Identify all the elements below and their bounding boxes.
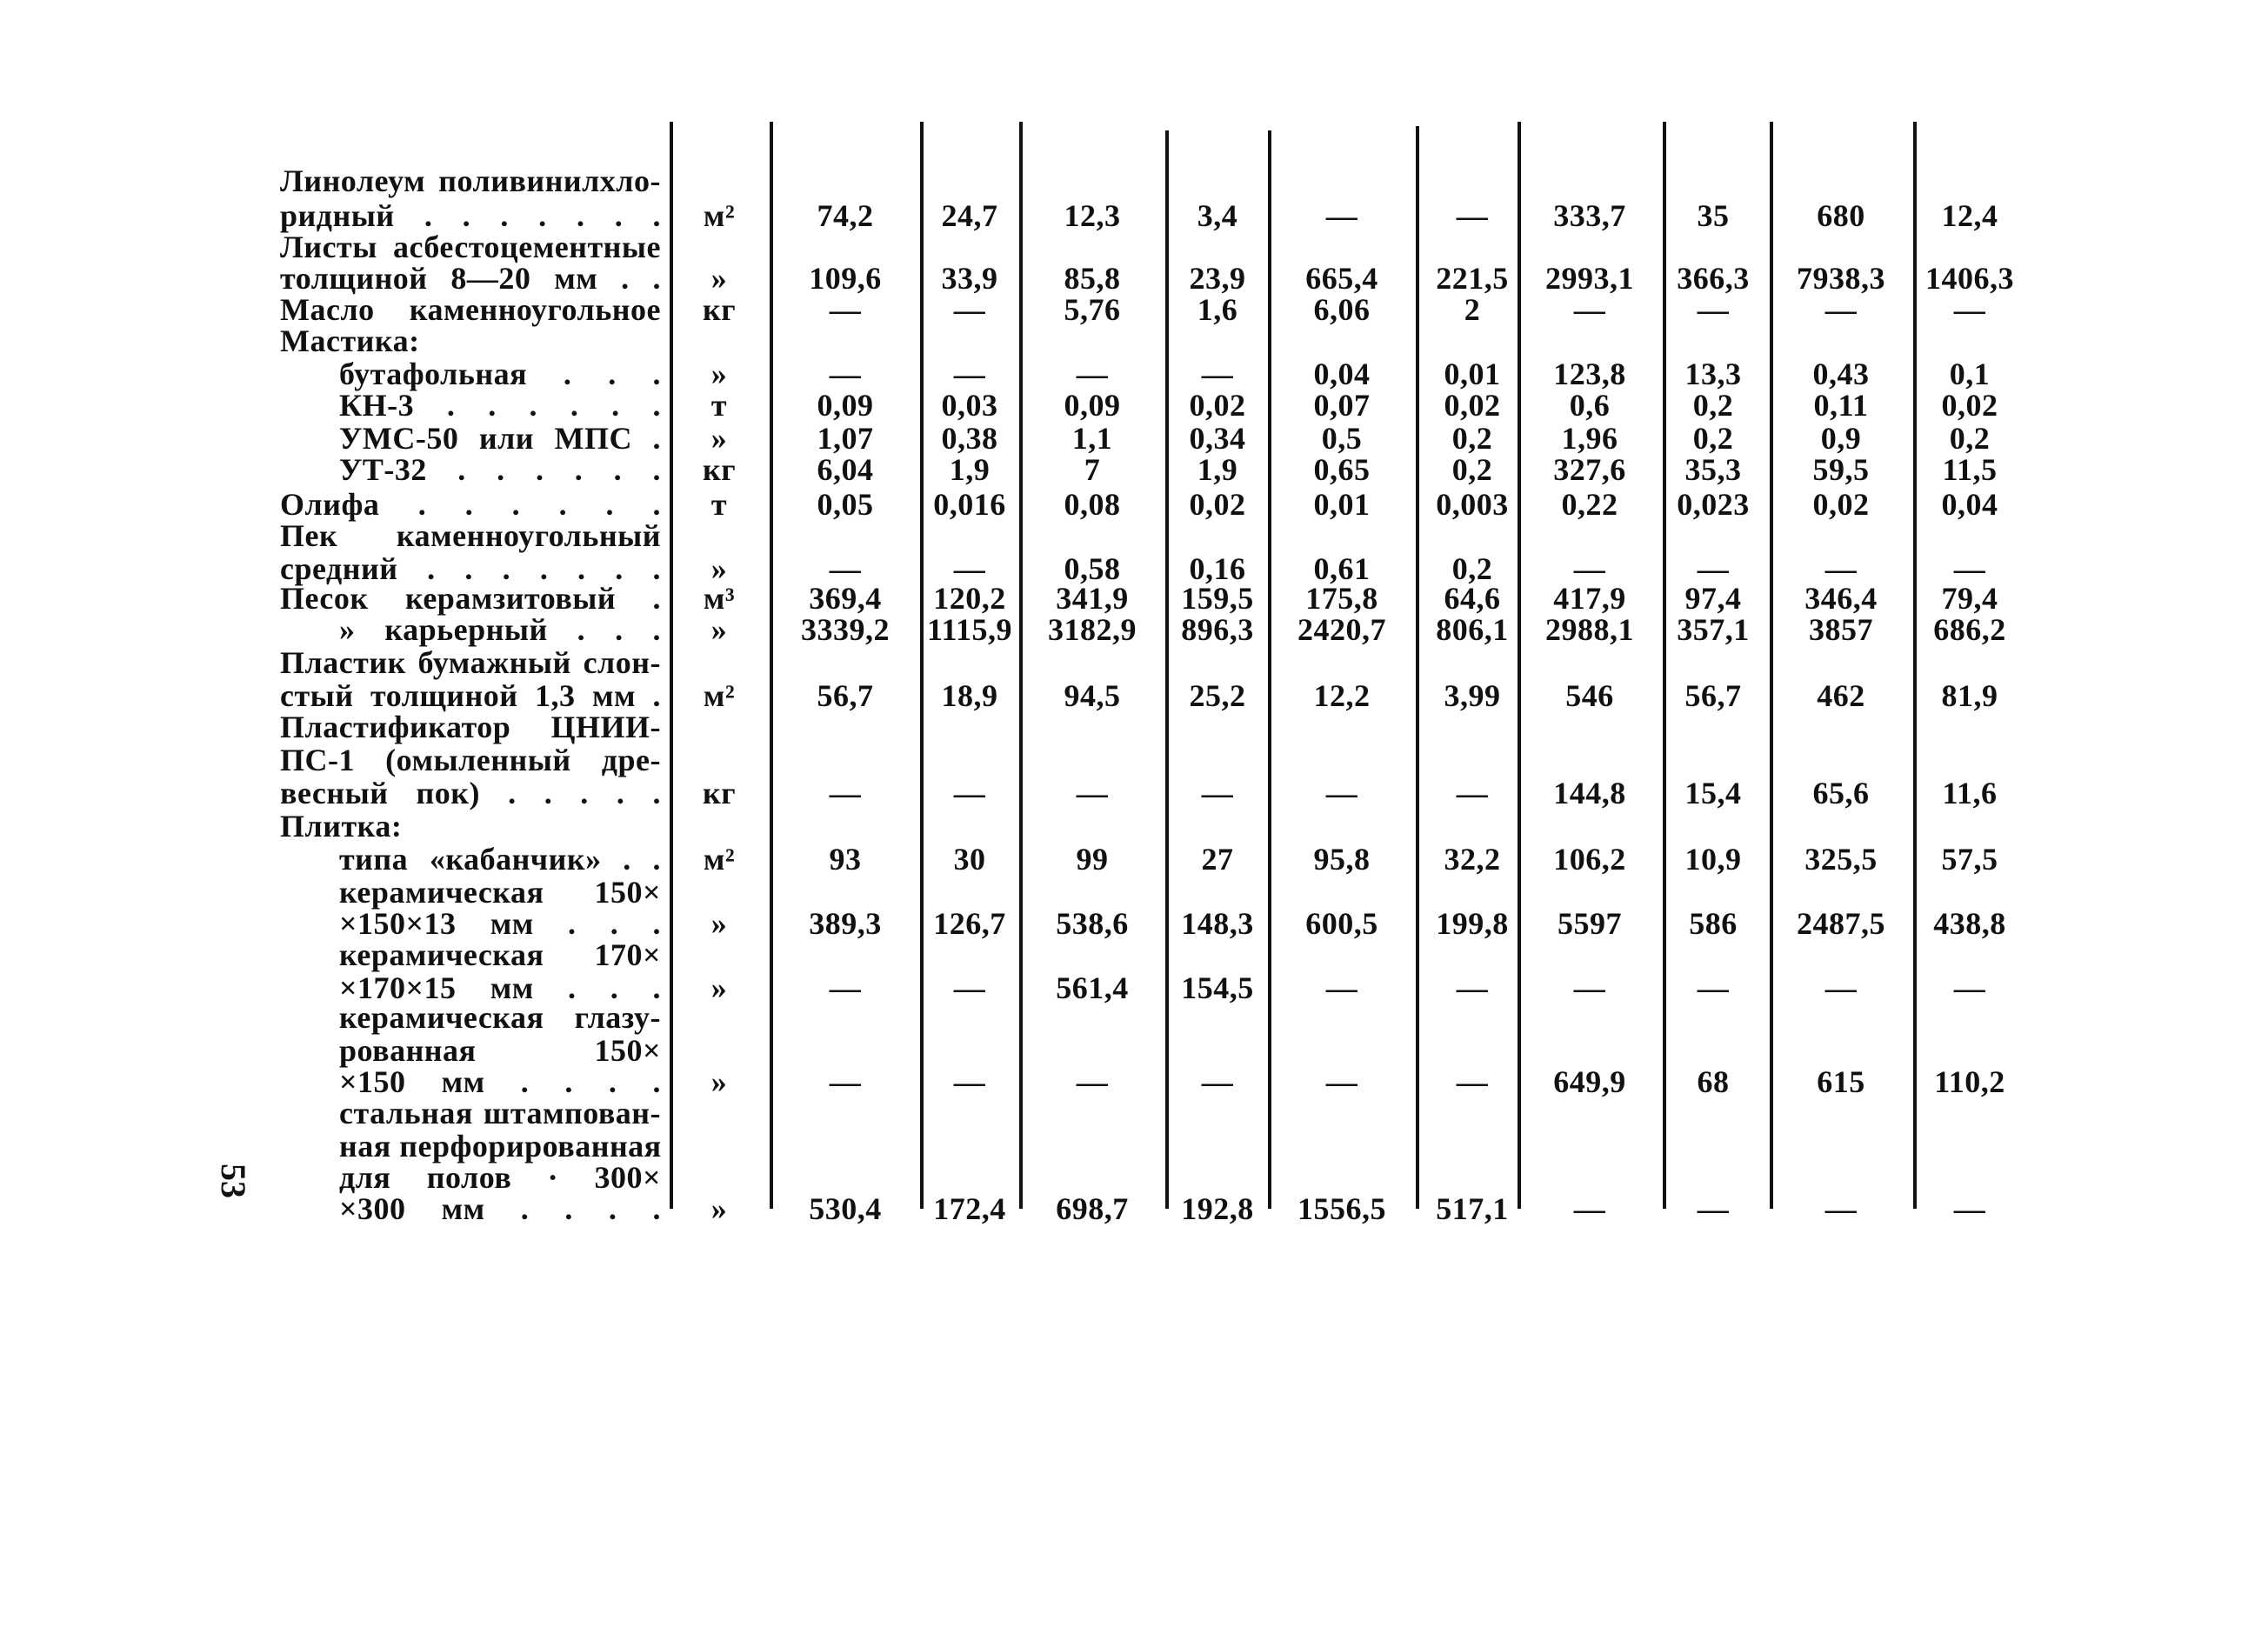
table-cell: 530,4 <box>809 1191 882 1226</box>
table-cell: 698,7 <box>1056 1191 1129 1226</box>
table-cell: 0,02 <box>1812 487 1870 522</box>
row-name: Олифа . . . . . . <box>280 487 661 522</box>
table-cell: 148,3 <box>1181 906 1254 941</box>
table-cell: 68 <box>1697 1064 1730 1099</box>
row-name: Плитка: <box>280 809 403 844</box>
row-name: керамическая глазу- <box>339 1000 661 1035</box>
row-unit: кг <box>702 452 737 487</box>
table-cell: 1,9 <box>1197 452 1238 487</box>
table-cell: — <box>1201 1064 1234 1099</box>
row-name: ×150×13 мм . . . <box>339 906 661 941</box>
row-unit: » <box>710 261 728 296</box>
row-name: Мастика: <box>280 323 420 358</box>
table-cell: 1,1 <box>1071 421 1113 456</box>
table-cell: 123,8 <box>1553 357 1626 391</box>
table-cell: 12,3 <box>1064 198 1121 233</box>
table-cell: 109,6 <box>809 261 882 296</box>
table-cell: 0,023 <box>1677 487 1750 522</box>
table-cell: 85,8 <box>1064 261 1121 296</box>
table-cell: 221,5 <box>1436 261 1509 296</box>
table-cell: 1406,3 <box>1925 261 2014 296</box>
table-cell: — <box>1573 1191 1606 1226</box>
table-cell: 438,8 <box>1933 906 2006 941</box>
table-cell: — <box>1573 970 1606 1005</box>
table-cell: 56,7 <box>817 678 874 713</box>
row-unit: кг <box>702 776 737 810</box>
table-cell: 462 <box>1817 678 1865 713</box>
table-cell: 0,61 <box>1313 551 1371 586</box>
table-cell: 59,5 <box>1812 452 1870 487</box>
table-cell: — <box>1953 1191 1986 1226</box>
table-cell: 15,4 <box>1684 776 1742 810</box>
table-cell: 0,02 <box>1189 487 1246 522</box>
table-cell: — <box>1325 1064 1358 1099</box>
table-cell: 199,8 <box>1436 906 1509 941</box>
row-unit: м² <box>703 678 736 713</box>
table-cell: 99 <box>1076 842 1109 877</box>
row-name: керамическая 150× <box>339 875 661 910</box>
row-unit: м² <box>703 842 736 877</box>
row-unit: кг <box>702 292 737 327</box>
table-cell: — <box>1076 357 1109 391</box>
row-name: Песок керамзитовый . <box>280 581 661 616</box>
table-cell: — <box>953 357 986 391</box>
row-name: ПС-1 (омыленный дре- <box>280 743 661 777</box>
table-cell: 0,6 <box>1569 388 1611 423</box>
table-cell: 2993,1 <box>1545 261 1634 296</box>
table-cell: 0,016 <box>933 487 1006 522</box>
table-cell: 0,2 <box>1451 421 1493 456</box>
table-cell: — <box>1824 1191 1858 1226</box>
table-cell: 23,9 <box>1189 261 1246 296</box>
row-name: ×150 мм . . . . <box>339 1064 661 1099</box>
table-cell: 11,6 <box>1942 776 1998 810</box>
table-cell: 665,4 <box>1305 261 1378 296</box>
row-name: для полов · 300× <box>339 1160 661 1195</box>
table-cell: 12,2 <box>1313 678 1371 713</box>
table-cell: 0,02 <box>1189 388 1246 423</box>
table-cell: 35,3 <box>1684 452 1742 487</box>
table-cell: 1,96 <box>1561 421 1618 456</box>
row-unit: » <box>710 551 728 586</box>
table-cell: 0,09 <box>817 388 874 423</box>
table-cell: 35 <box>1697 198 1730 233</box>
row-name: рованная 150× <box>339 1033 661 1068</box>
table-cell: 1,9 <box>949 452 991 487</box>
row-name: средний . . . . . . . <box>280 551 661 586</box>
table-cell: 2487,5 <box>1797 906 1885 941</box>
table-cell: 517,1 <box>1436 1191 1509 1226</box>
column-rule <box>670 122 673 1209</box>
table-cell: 0,2 <box>1451 551 1493 586</box>
row-name: весный пок) . . . . . <box>280 776 661 810</box>
table-cell: 615 <box>1817 1064 1865 1099</box>
table-cell: — <box>953 1064 986 1099</box>
table-cell: 3,4 <box>1197 198 1238 233</box>
table-cell: 94,5 <box>1064 678 1121 713</box>
table-cell: 538,6 <box>1056 906 1129 941</box>
table-cell: — <box>1456 776 1489 810</box>
table-cell: 0,03 <box>941 388 998 423</box>
table-cell: 346,4 <box>1804 581 1878 616</box>
row-unit: » <box>710 1064 728 1099</box>
table-cell: — <box>1697 970 1730 1005</box>
table-cell: 0,04 <box>1313 357 1371 391</box>
table-cell: 0,2 <box>1949 421 1991 456</box>
table-cell: 0,07 <box>1313 388 1371 423</box>
table-cell: — <box>829 776 862 810</box>
table-cell: 32,2 <box>1444 842 1501 877</box>
table-cell: 1,07 <box>817 421 874 456</box>
row-name: Пластификатор ЦНИИ- <box>280 710 661 744</box>
row-name: ×170×15 мм . . . <box>339 970 661 1005</box>
row-name: типа «кабанчик» . . <box>339 842 661 877</box>
row-name: Масло каменноугольное <box>280 292 661 327</box>
row-unit: » <box>710 421 728 456</box>
table-cell: 0,09 <box>1064 388 1121 423</box>
table-cell: 0,08 <box>1064 487 1121 522</box>
table-cell: — <box>1456 1064 1489 1099</box>
row-unit: м³ <box>703 581 736 616</box>
table-cell: 5,76 <box>1064 292 1121 327</box>
table-cell: 0,65 <box>1313 452 1371 487</box>
row-name: » карьерный . . . <box>339 612 661 647</box>
row-unit: м² <box>703 198 736 233</box>
row-name: керамическая 170× <box>339 937 661 972</box>
table-cell: — <box>829 970 862 1005</box>
table-cell: 0,2 <box>1692 421 1734 456</box>
row-name: стый толщиной 1,3 мм . <box>280 678 661 713</box>
table-cell: 0,5 <box>1321 421 1363 456</box>
row-name: ная перфорированная <box>339 1129 662 1164</box>
row-unit: » <box>710 357 728 391</box>
row-name: Линолеум поливинилхло- <box>280 163 661 198</box>
table-cell: — <box>1201 357 1234 391</box>
table-cell: 327,6 <box>1553 452 1626 487</box>
table-cell: — <box>829 357 862 391</box>
table-cell: — <box>1325 776 1358 810</box>
page-number: 53 <box>214 1164 253 1198</box>
table-cell: 7 <box>1084 452 1101 487</box>
table-cell: 0,22 <box>1561 487 1618 522</box>
table-cell: 7938,3 <box>1797 261 1885 296</box>
table-cell: 144,8 <box>1553 776 1626 810</box>
table-cell: — <box>1456 970 1489 1005</box>
table-cell: 0,16 <box>1189 551 1246 586</box>
table-cell: 586 <box>1689 906 1738 941</box>
table-cell: 175,8 <box>1305 581 1378 616</box>
row-unit: » <box>710 970 728 1005</box>
table-cell: — <box>1824 970 1858 1005</box>
table-cell: 10,9 <box>1684 842 1742 877</box>
table-cell: 357,1 <box>1677 612 1750 647</box>
row-name: Листы асбестоцементные <box>280 230 661 264</box>
table-cell: 11,5 <box>1942 452 1998 487</box>
row-name: Пек каменноугольный <box>280 518 661 553</box>
table-cell: 25,2 <box>1189 678 1246 713</box>
table-cell: 6,06 <box>1313 292 1371 327</box>
table-cell: 24,7 <box>941 198 998 233</box>
table-cell: — <box>829 551 862 586</box>
table-cell: 0,34 <box>1189 421 1246 456</box>
table-cell: — <box>1076 776 1109 810</box>
table-cell: 18,9 <box>941 678 998 713</box>
table-cell: — <box>1953 292 1986 327</box>
table-cell: 546 <box>1565 678 1614 713</box>
table-cell: 0,05 <box>817 487 874 522</box>
row-unit: т <box>710 487 728 522</box>
row-name: толщиной 8—20 мм . . <box>280 261 661 296</box>
table-cell: 0,003 <box>1436 487 1509 522</box>
table-cell: — <box>1076 1064 1109 1099</box>
table-cell: — <box>1697 551 1730 586</box>
table-cell: 806,1 <box>1436 612 1509 647</box>
table-cell: 0,43 <box>1812 357 1870 391</box>
table-cell: 0,2 <box>1692 388 1734 423</box>
table-cell: 192,8 <box>1181 1191 1254 1226</box>
table-cell: — <box>953 970 986 1005</box>
table-cell: 0,11 <box>1813 388 1869 423</box>
table-cell: 64,6 <box>1444 581 1501 616</box>
table-cell: — <box>1201 776 1234 810</box>
table-cell: 3339,2 <box>801 612 890 647</box>
table-cell: 3857 <box>1809 612 1873 647</box>
table-cell: 30 <box>953 842 986 877</box>
row-unit: » <box>710 906 728 941</box>
table-cell: — <box>1953 970 1986 1005</box>
table-cell: 0,04 <box>1941 487 1998 522</box>
table-cell: 172,4 <box>933 1191 1006 1226</box>
row-unit: » <box>710 1191 728 1226</box>
table-cell: 0,01 <box>1444 357 1501 391</box>
table-cell: — <box>1325 198 1358 233</box>
table-cell: — <box>1824 551 1858 586</box>
table-cell: — <box>1953 551 1986 586</box>
table-cell: — <box>953 292 986 327</box>
table-cell: 95,8 <box>1313 842 1371 877</box>
table-cell: 93 <box>829 842 862 877</box>
table-cell: 389,3 <box>809 906 882 941</box>
table-cell: 341,9 <box>1056 581 1129 616</box>
table-cell: 417,9 <box>1553 581 1626 616</box>
table-cell: 333,7 <box>1553 198 1626 233</box>
table-cell: 97,4 <box>1684 581 1742 616</box>
row-name: КН-3 . . . . . . <box>339 388 661 423</box>
table-cell: 2420,7 <box>1297 612 1386 647</box>
table-cell: 1,6 <box>1197 292 1238 327</box>
table-cell: 5597 <box>1558 906 1622 941</box>
table-cell: 3,99 <box>1444 678 1501 713</box>
row-name: ×300 мм . . . . <box>339 1191 661 1226</box>
table-cell: 106,2 <box>1553 842 1626 877</box>
table-cell: 120,2 <box>933 581 1006 616</box>
table-cell: 2988,1 <box>1545 612 1634 647</box>
row-name: бутафольная . . . <box>339 357 661 391</box>
table-cell: 366,3 <box>1677 261 1750 296</box>
table-cell: 57,5 <box>1941 842 1998 877</box>
row-name: Пластик бумажный слон- <box>280 645 661 680</box>
table-cell: 686,2 <box>1933 612 2006 647</box>
row-name: УТ-32 . . . . . . <box>339 452 661 487</box>
materials-table <box>278 122 2035 1226</box>
table-cell: 0,58 <box>1064 551 1121 586</box>
table-cell: 649,9 <box>1553 1064 1626 1099</box>
table-cell: 1115,9 <box>926 612 1013 647</box>
row-unit: » <box>710 612 728 647</box>
table-cell: — <box>829 292 862 327</box>
row-name: стальная штампован- <box>339 1096 661 1130</box>
table-cell: 325,5 <box>1804 842 1878 877</box>
table-cell: — <box>1456 198 1489 233</box>
table-cell: 0,01 <box>1313 487 1371 522</box>
table-cell: 0,02 <box>1941 388 1998 423</box>
row-unit: т <box>710 388 728 423</box>
table-cell: 600,5 <box>1305 906 1378 941</box>
table-cell: 110,2 <box>1934 1064 2005 1099</box>
table-cell: — <box>953 776 986 810</box>
column-rule <box>770 122 773 1209</box>
table-cell: 79,4 <box>1941 581 1998 616</box>
table-cell: 561,4 <box>1056 970 1129 1005</box>
table-cell: 154,5 <box>1181 970 1254 1005</box>
table-cell: 74,2 <box>817 198 874 233</box>
table-cell: 27 <box>1201 842 1234 877</box>
table-cell: — <box>1824 292 1858 327</box>
table-cell: 126,7 <box>933 906 1006 941</box>
table-cell: 3182,9 <box>1048 612 1137 647</box>
table-cell: 369,4 <box>809 581 882 616</box>
table-cell: 81,9 <box>1941 678 1998 713</box>
table-cell: — <box>1697 1191 1730 1226</box>
row-name: ридный . . . . . . . <box>280 198 661 233</box>
table-cell: — <box>1573 551 1606 586</box>
table-cell: — <box>1573 292 1606 327</box>
table-cell: 65,6 <box>1812 776 1870 810</box>
table-cell: 0,9 <box>1820 421 1862 456</box>
table-cell: 1556,5 <box>1297 1191 1386 1226</box>
table-cell: 896,3 <box>1181 612 1254 647</box>
table-cell: 0,38 <box>941 421 998 456</box>
table-cell: 159,5 <box>1181 581 1254 616</box>
table-cell: 0,02 <box>1444 388 1501 423</box>
table-cell: — <box>1697 292 1730 327</box>
table-cell: 56,7 <box>1684 678 1742 713</box>
table-cell: 2 <box>1464 292 1481 327</box>
table-cell: 33,9 <box>941 261 998 296</box>
table-cell: 13,3 <box>1684 357 1742 391</box>
table-cell: 0,1 <box>1949 357 1991 391</box>
table-cell: 680 <box>1817 198 1865 233</box>
table-cell: 0,2 <box>1451 452 1493 487</box>
table-cell: — <box>953 551 986 586</box>
table-cell: — <box>1325 970 1358 1005</box>
table-cell: 12,4 <box>1941 198 1998 233</box>
row-name: УМС-50 или МПС . <box>339 421 661 456</box>
table-cell: — <box>829 1064 862 1099</box>
table-cell: 6,04 <box>817 452 874 487</box>
